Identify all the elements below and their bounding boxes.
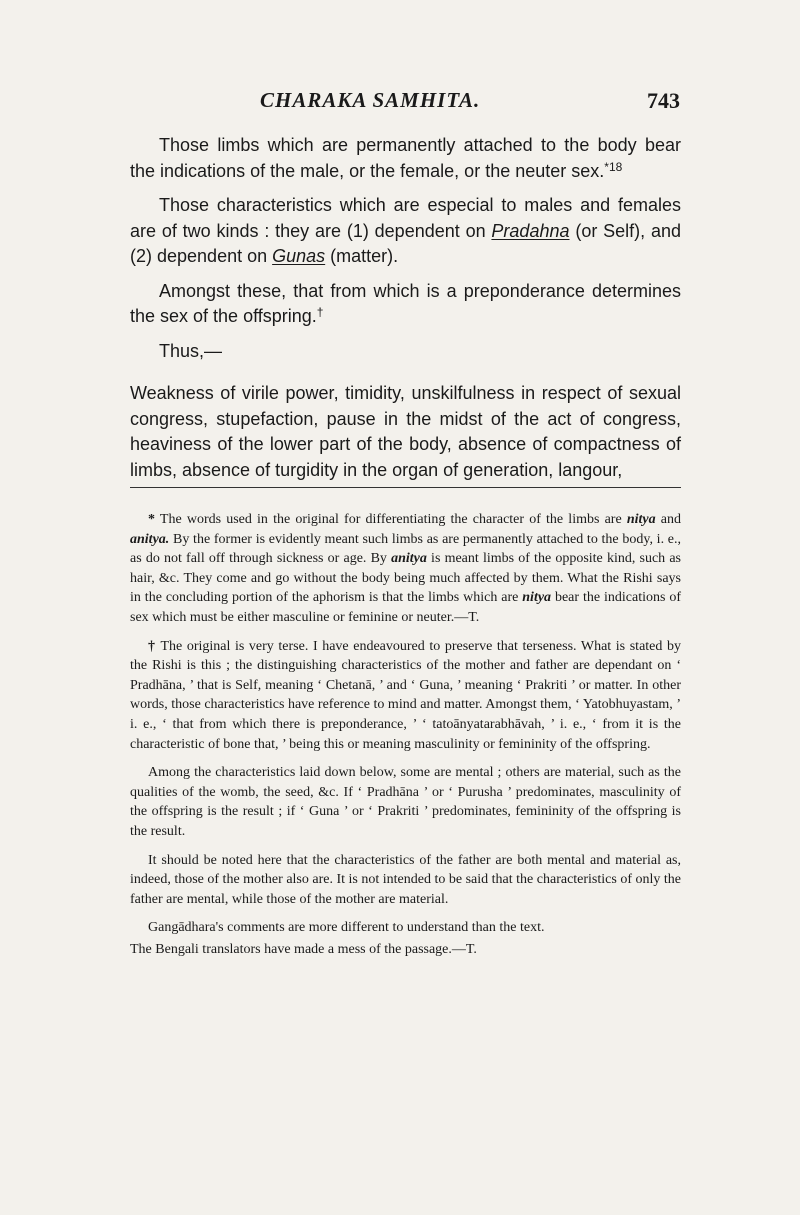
paragraph-text: Those limbs which are permanently attached to the body bear the indications of the male, or the female, or the neuter sex. <box>130 135 681 181</box>
term-pradhana: Pradahna <box>491 220 570 241</box>
paragraph-weakness: Weakness of virile power, timidity, unskilfulness in respect of sexual congress, stupefaction, pause in the midst of the act of congress, heaviness of the lower part of the body, absence of compactness of limbs, absence of turgidity in the organ of generation, langour, <box>130 383 681 480</box>
paragraph-text: (or Self), and (2) dependent on <box>130 220 682 266</box>
footnote-text: and <box>655 512 681 527</box>
footnotes <box>130 510 681 968</box>
footnote-paragraph: Gangādhara's comments are more different to understand than the text. <box>148 920 545 936</box>
footnote-paragraph: It should be noted here that the characteristics of the father are both mental and material as, indeed, those of the mother also are. It is not intended to be said that the characteristics of only the father are mental, while those of the mother are material. <box>130 852 681 907</box>
footnote-star <box>130 510 681 628</box>
paragraph-preponderance <box>130 279 681 330</box>
term-nitya: nitya <box>626 512 656 527</box>
footnote-text: The words used in the original for differentiating the character of the limbs are <box>155 512 627 527</box>
paragraph-thus: Thus,— <box>159 340 223 361</box>
paragraph-limbs <box>130 133 681 184</box>
footnote-text: is meant limbs of the opposite kind, such as hair, &c. They come and go without the body being much affected by them. What the Rishi says in the concluding portion of the aphorism is that the limbs which are <box>130 551 681 606</box>
running-title: CHARAKA SAMHITA. <box>260 88 481 112</box>
footnote-ref[interactable]: *18 <box>604 159 623 174</box>
footnote-ref[interactable]: † <box>316 305 324 319</box>
footnote-divider <box>130 487 681 488</box>
paragraph-text: Amongst these, that from which is a preponderance determines the sex of the offspring. <box>130 280 681 326</box>
main-text <box>130 133 681 492</box>
footnote-paragraph: Among the characteristics laid down below, some are mental ; others are material, such as the qualities of the womb, the seed, &c. If ‘ Pradhāna ’ or ‘ Purusha ’ predominates, masculinity of the offspring is the result ; if ‘ Guna ’ or ‘ Prakriti ’ predominates, femininity of the offspring is the result. <box>130 765 681 839</box>
footnote-text: The original is very terse. I have endeavoured to preserve that terseness. What is stated by the Rishi is this ; the distinguishing characteristics of the mother and father are dependant on ‘ Pradhāna, ’ that is Self, meaning ‘ Chetanā, ’ and ‘ Guna, ’ meaning ‘ Prakriti ’ or matter. In other words, those characteristics have reference to mind and matter. Amongst them, ‘ Yatobhuyastam, ’ i. e., ‘ that from which there is preponderance, ’ ‘ tatoānyatarabhāvah, ’ i. e., ‘ from it is the characteristic of bone that, ’ being this or meaning masculinity or femininity of the offspring. <box>130 638 681 752</box>
term-gunas: Gunas <box>272 246 326 266</box>
term-anitya: anitya. <box>130 531 170 547</box>
term-anitya: anitya <box>391 551 427 567</box>
footnote-paragraph: The Bengali translators have made a mess of the passage.—T. <box>130 941 477 957</box>
footnote-text: bear the indications of sex which must be either masculine or feminine or neuter.—T. <box>130 590 681 625</box>
page-number: 743 <box>647 88 680 113</box>
page-header <box>130 88 680 118</box>
paragraph-text: Those characteristics which are especial to males and females are of two kinds : they are (1) dependent on <box>130 195 681 241</box>
footnote-mark: † <box>148 638 157 654</box>
paragraph-characteristics <box>130 193 681 270</box>
term-nitya: nitya <box>522 590 552 606</box>
footnote-dagger <box>130 637 681 755</box>
footnote-mark: * <box>148 512 155 527</box>
footnote-text: By the former is evidently meant such limbs as are permanently attached to the body, i. e., as do not fall off through sickness or age. By <box>130 531 681 567</box>
paragraph-text: (matter). <box>325 246 399 266</box>
